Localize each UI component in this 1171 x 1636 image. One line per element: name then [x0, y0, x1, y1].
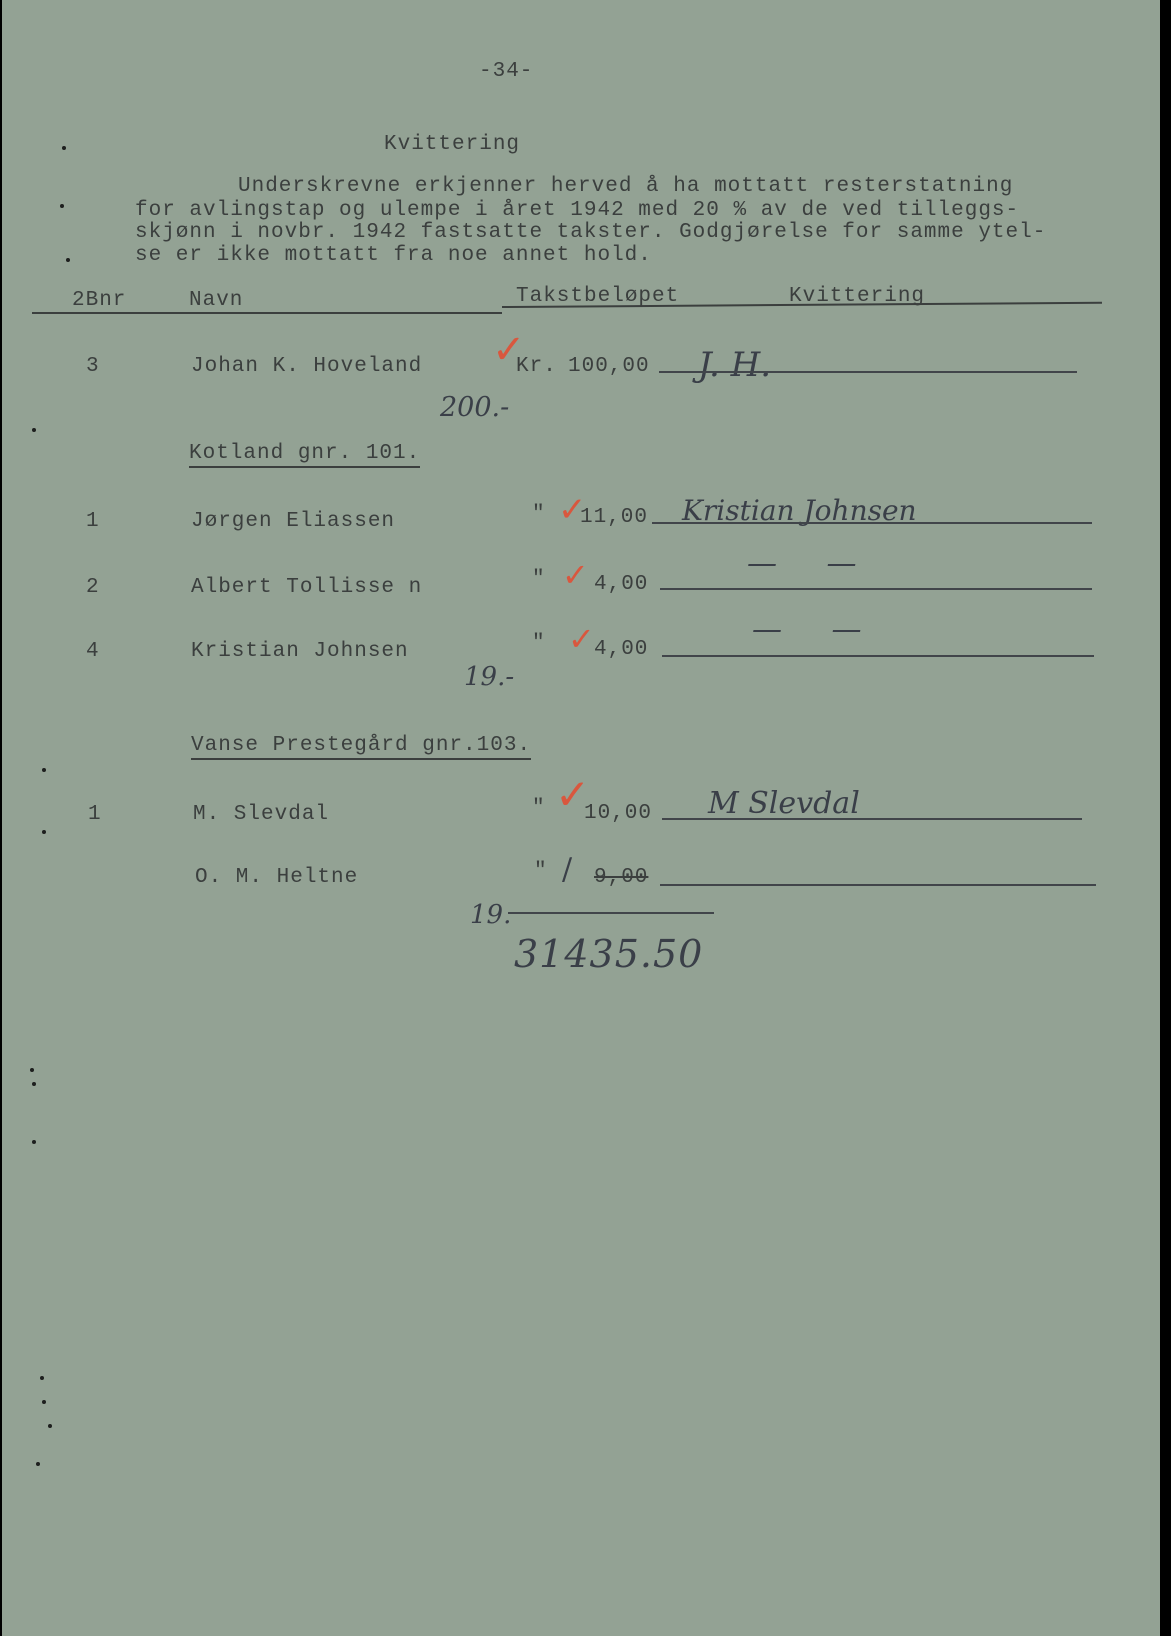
check-mark-icon: ✓ — [555, 770, 591, 819]
signature-line — [652, 522, 1092, 524]
table-row-navn: O. M. Heltne — [195, 866, 359, 889]
document-page — [2, 0, 1160, 1636]
table-row-amount: 4,00 — [594, 638, 649, 661]
section-vanse-prestegard: Vanse Prestegård gnr.103. — [191, 734, 531, 760]
row1-amount: 100,00 — [568, 355, 650, 378]
speck — [36, 1462, 40, 1466]
check-mark-icon: ✓ — [558, 490, 587, 530]
table-row-amount: 4,00 — [594, 573, 649, 596]
page-number: -34- — [479, 60, 534, 83]
header-rule-left — [32, 312, 502, 314]
total-underline — [508, 912, 714, 914]
speck — [66, 258, 70, 262]
speck — [60, 204, 64, 208]
table-row-bnr: 1 — [86, 510, 100, 533]
table-row-signature: — — — [747, 546, 877, 581]
ditto-mark: " — [534, 860, 548, 883]
row1-navn: Johan K. Hoveland — [191, 355, 423, 378]
ditto-mark: " — [532, 797, 546, 820]
section-kotland: Kotland gnr. 101. — [189, 442, 420, 468]
subtotal-3: 19. — [470, 900, 512, 930]
signature-line — [662, 655, 1094, 657]
speck — [62, 146, 66, 150]
signature-line — [660, 588, 1092, 590]
intro-line-3: skjønn i novbr. 1942 fastsatte takster. Godgjørelse for samme ytel- — [135, 221, 1047, 244]
header-kvittering: Kvittering — [789, 285, 926, 308]
pencil-tick-icon: / — [562, 852, 573, 887]
header-takst: Takstbeløpet — [516, 285, 680, 308]
check-mark-icon: ✓ — [568, 620, 595, 658]
signature-line — [662, 818, 1082, 820]
row1-bnr: 3 — [86, 355, 100, 378]
table-row-signature: — — — [752, 612, 882, 647]
table-row-bnr: 1 — [88, 803, 102, 826]
header-bnr: 2Bnr — [72, 289, 127, 312]
check-mark-icon: ✓ — [562, 556, 589, 594]
table-row-bnr: 4 — [86, 640, 100, 663]
signature-line — [660, 884, 1096, 886]
ditto-mark: " — [532, 568, 546, 591]
speck — [42, 830, 46, 834]
row1-signature-line — [659, 371, 1077, 373]
intro-line-4: se er ikke mottatt fra noe annet hold. — [135, 244, 652, 267]
ditto-mark: " — [532, 632, 546, 655]
table-row-signature: M Slevdal — [708, 786, 860, 821]
check-mark-icon: ✓ — [492, 327, 526, 373]
ditto-mark: " — [532, 503, 546, 526]
speck — [48, 1424, 52, 1428]
row1-signature: J. H. — [698, 345, 772, 385]
intro-line-1: Underskrevne erkjenner herved å ha mottatt resterstatning — [238, 175, 1014, 198]
intro-line-2: for avlingstap og ulempe i året 1942 med 20 % av de ved tilleggs- — [135, 199, 1020, 222]
row1-prefix: Kr. — [516, 355, 557, 378]
subtotal-2: 19.- — [464, 662, 515, 692]
document-title: Kvittering — [384, 133, 521, 156]
table-row-navn: Albert Tollisse n — [191, 576, 423, 599]
grand-total: 31435.50 — [514, 932, 704, 976]
speck — [42, 1400, 46, 1404]
table-row-amount: 10,00 — [584, 802, 653, 825]
table-row-navn: Kristian Johnsen — [191, 640, 409, 663]
speck — [42, 768, 46, 772]
header-navn: Navn — [189, 289, 244, 312]
speck — [32, 1082, 36, 1086]
speck — [40, 1376, 44, 1380]
table-row-navn: Jørgen Eliassen — [191, 510, 396, 533]
speck — [32, 428, 36, 432]
speck — [32, 1140, 36, 1144]
subtotal-1: 200.- — [440, 392, 510, 423]
table-row-amount-struck: 9,00 — [594, 866, 649, 889]
speck — [30, 1068, 34, 1072]
table-row-bnr: 2 — [86, 576, 100, 599]
table-row-navn: M. Slevdal — [193, 803, 330, 826]
table-row-signature: Kristian Johnsen — [682, 494, 917, 527]
table-row-amount: 11,00 — [580, 506, 649, 529]
